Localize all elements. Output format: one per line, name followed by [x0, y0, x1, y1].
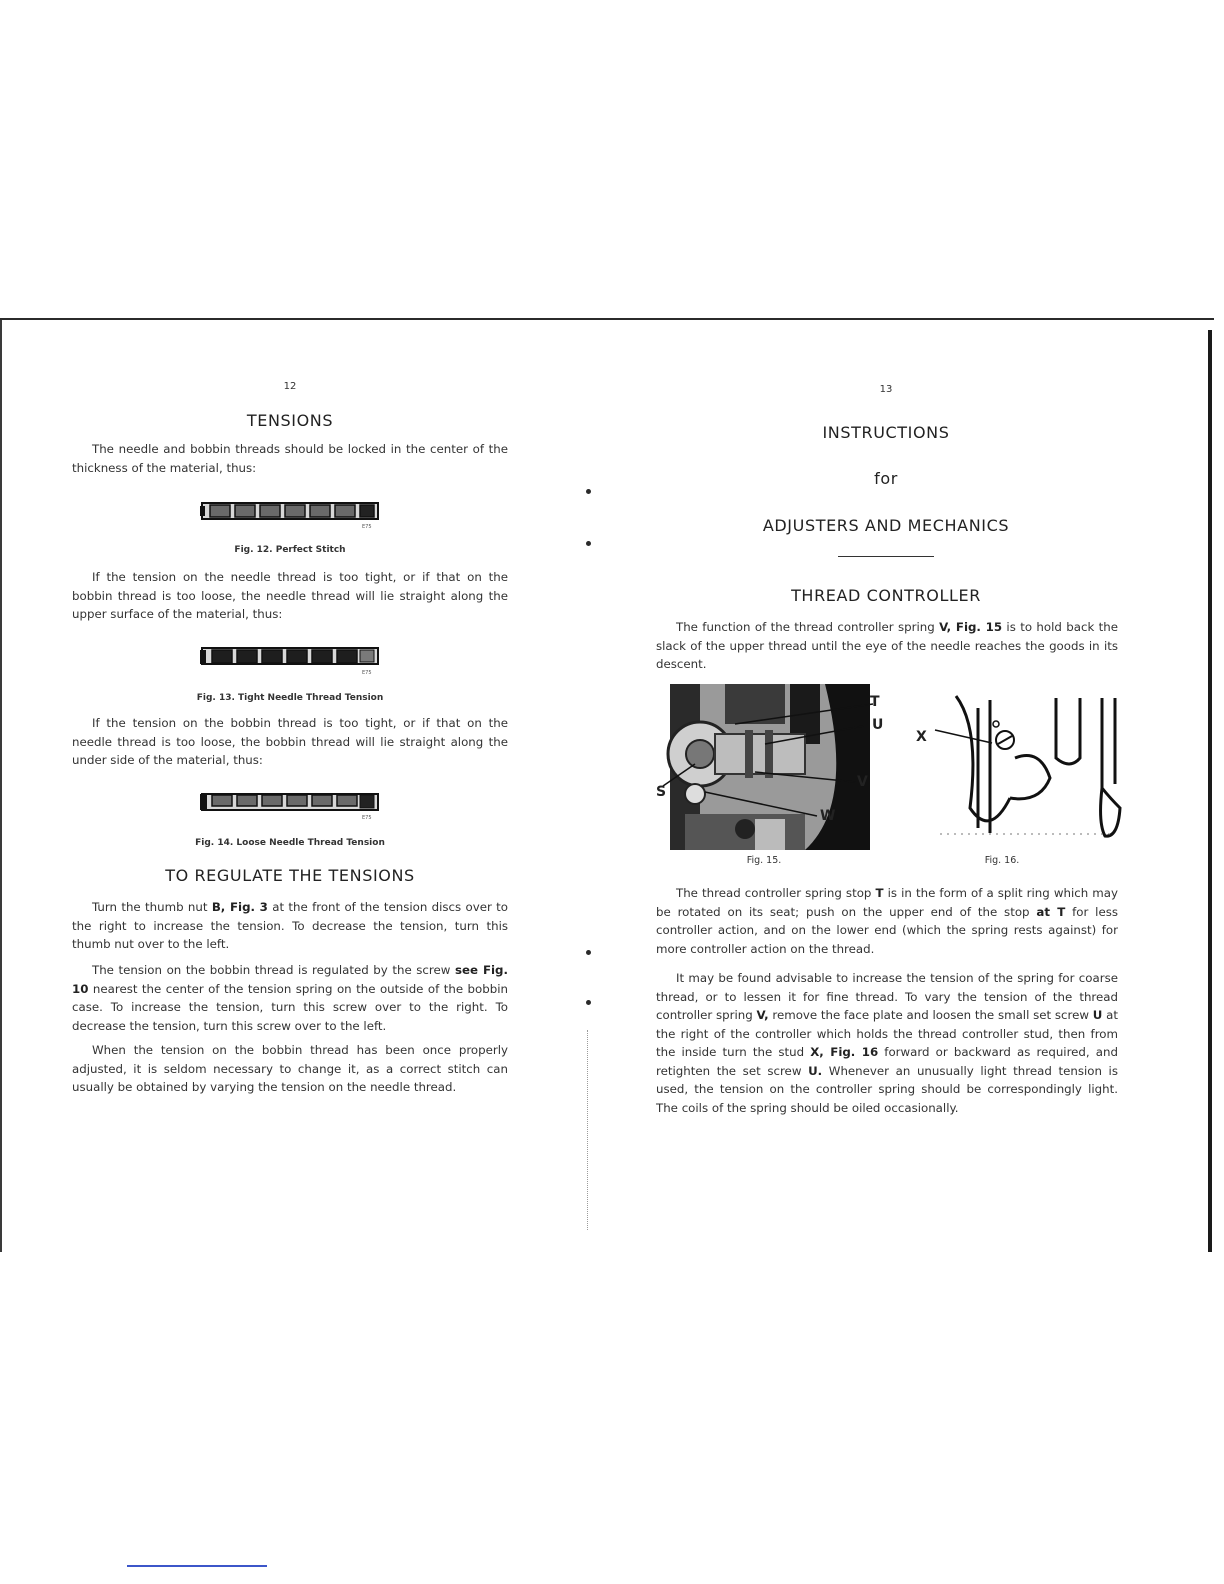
left-page-edge — [0, 320, 2, 1252]
page-number-left: 12 — [283, 381, 297, 392]
fig13-tight-tension-image — [200, 641, 380, 677]
fig15-label-t: T — [870, 694, 880, 710]
section-heading-thread-controller: THREAD CONTROLLER — [791, 586, 981, 605]
fig15-label-u: U — [872, 717, 884, 733]
fig15-label-v: V — [857, 774, 868, 790]
page-gutter — [587, 1030, 589, 1230]
fig15-caption: Fig. 15. — [746, 855, 782, 866]
title-adjusters: ADJUSTERS AND MECHANICS — [762, 516, 1010, 535]
fig15-thread-controller-image — [655, 684, 895, 850]
fig12-perfect-stitch-image — [200, 496, 380, 530]
gutter-dot — [586, 950, 591, 955]
gutter-dot — [586, 489, 591, 494]
loose-tension-paragraph: If the tension on the bobbin thread is too tight, or if that on the needle thread is too loose, the bobbin thread will lie straight along the under side of the material, thus: — [72, 716, 508, 767]
fig14-loose-tension-image — [200, 786, 380, 822]
regulate-paragraph-1: Turn the thumb nut B, Fig. 3 at the front of the tension discs over to the right to increase the tension. To decrease the tension, turn this thumb nut over to the left. — [72, 900, 508, 951]
regulate-paragraph-2: The tension on the bobbin thread is regulated by the screw see Fig. 10 nearest the center of the tension spring on the outside of the bobbin case. To increase the tension, turn this screw over to the right. To decrease the tension, turn this screw over to the left. — [72, 963, 508, 1033]
intro-paragraph: The needle and bobbin threads should be locked in the center of the thickness of the material, thus: — [72, 442, 508, 475]
title-for: for — [874, 469, 898, 488]
fig16-caption: Fig. 16. — [984, 855, 1020, 866]
top-border-line — [0, 318, 1214, 320]
fig14-caption: Fig. 14. Loose Needle Thread Tension — [195, 838, 385, 848]
fig13-caption: Fig. 13. Tight Needle Thread Tension — [196, 693, 384, 703]
gutter-dot — [586, 1000, 591, 1005]
title-instructions: INSTRUCTIONS — [822, 423, 950, 442]
section-heading-tensions: TENSIONS — [246, 411, 334, 430]
bottom-blue-line — [127, 1565, 267, 1567]
right-page-edge — [1208, 330, 1212, 1252]
fig15-label-w: W — [820, 808, 836, 824]
fig15-label-s: S — [656, 784, 667, 800]
svg-text:E75: E75 — [362, 815, 372, 821]
gutter-dot — [586, 541, 591, 546]
controller-paragraph-3: It may be found advisable to increase the tension of the spring for coarse thread, or to lessen it for fine thread. To vary the tension of the thread controller spring V, remove the face plate and loosen the small set screw U at the right of the controller which holds the thread controller stud, then from the inside turn the stud X, Fig. 16 forward or backward as required, and retighten the set screw U. Whenever an unusually light thread tension is used, the tension on the controller spring should be correspondingly light. The coils of the spring should be oiled occasionally. — [656, 971, 1118, 1115]
page-number-right: 13 — [879, 384, 893, 395]
svg-text:E75: E75 — [362, 670, 372, 676]
tight-tension-paragraph: If the tension on the needle thread is too tight, or if that on the bobbin thread is too loose, the needle thread will lie straight along the upper surface of the material, thus: — [72, 570, 508, 621]
controller-paragraph-1: The function of the thread controller spring V, Fig. 15 is to hold back the slack of the upper thread until the eye of the needle reaches the goods in its descent. — [656, 620, 1118, 671]
regulate-paragraph-3: When the tension on the bobbin thread has been once properly adjusted, it is seldom necessary to change it, as a correct stitch can usually be obtained by varying the tension on the needle thread. — [72, 1043, 508, 1094]
controller-paragraph-2: The thread controller spring stop T is in the form of a split ring which may be rotated on its seat; push on the upper end of the stop at T for less controller action, and on the lower end (which the spring rests against) for more controller action on the thread. — [656, 886, 1118, 956]
fig16-label-x: X — [916, 729, 927, 745]
svg-text:E75: E75 — [362, 524, 372, 530]
section-heading-regulate: TO REGULATE THE TENSIONS — [165, 866, 415, 885]
title-divider — [838, 556, 934, 557]
fig12-caption: Fig. 12. Perfect Stitch — [234, 545, 346, 555]
fig16-controller-stud-drawing — [930, 688, 1130, 838]
